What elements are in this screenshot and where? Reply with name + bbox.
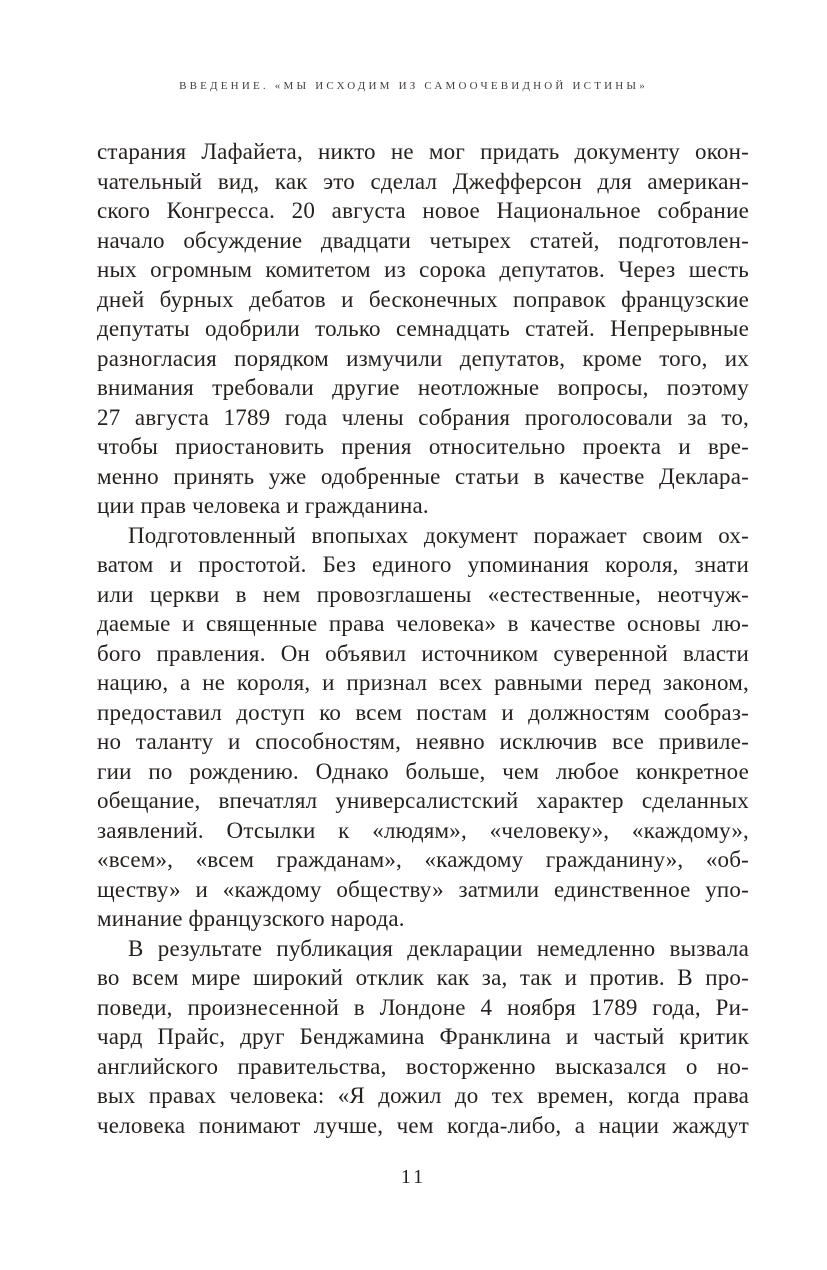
text-line: «всем», «всем гражданам», «каждому гражданину», «об- — [97, 847, 749, 872]
text-line: менно принять уже одобренные статьи в качестве Деклара- — [97, 463, 749, 489]
text-line: В результате публикация декларации немедленно вызвала — [128, 935, 749, 961]
text-line: внимания требовали другие неотложные вопросы, поэтому — [97, 375, 749, 400]
text-line: английского правительства, восторженно высказался о но- — [97, 1053, 749, 1079]
text-line: даемые и священные права человека» в качестве основы лю- — [97, 611, 749, 636]
text-line: нацию, а не короля, и признал всех равными перед законом, — [97, 670, 749, 695]
text-line: бого правления. Он объявил источником суверенной власти — [97, 640, 749, 666]
text-line: разногласия порядком измучили депутатов, кроме того, их — [97, 345, 749, 371]
text-line: но таланту и способностям, неявно исключив все привиле- — [97, 729, 749, 754]
text-line: ции прав человека и гражданина. — [97, 493, 429, 518]
text-line: чтобы приостановить прения относительно проекта и вре- — [97, 434, 749, 459]
text-line: предоставил доступ ко всем постам и должностям сообраз- — [97, 699, 749, 725]
text-line: обещание, впечатлял универсалистский характер сделанных — [97, 788, 749, 813]
text-line: чард Прайс, друг Бенджамина Франклина и частый критик — [97, 1024, 749, 1049]
text-line: ватом и простотой. Без единого упоминания короля, знати — [97, 552, 749, 577]
text-line: вых правах человека: «Я дожил до тех времен, когда права — [97, 1083, 749, 1108]
text-line: старания Лафайета, никто не мог придать документу окон- — [97, 139, 749, 164]
text-line: дней бурных дебатов и бесконечных поправок французские — [97, 286, 749, 312]
text-line: или церкви в нем провозглашены «естественные, неотчуж- — [97, 581, 749, 607]
paragraph — [97, 521, 749, 934]
body-text — [97, 137, 749, 1140]
text-line: ных огромным комитетом из сорока депутатов. Через шесть — [97, 257, 749, 282]
text-line: минание французского народа. — [97, 906, 405, 931]
text-line: чательный вид, как это сделал Джефферсон для американ- — [97, 168, 749, 194]
running-header: ВВЕДЕНИЕ. «МЫ ИСХОДИМ ИЗ САМООЧЕВИДНОЙ ИСТИНЫ» — [179, 80, 648, 92]
text-line: Подготовленный впопыхах документ поражает своим ох- — [128, 522, 749, 548]
text-line: ского Конгресса. 20 августа новое Национальное собрание — [97, 198, 749, 223]
text-line: депутаты одобрили только семнадцать статей. Непрерывные — [97, 316, 749, 341]
paragraph — [97, 137, 749, 521]
text-line: человека понимают лучше, чем когда-либо, а нации жаждут — [97, 1112, 749, 1138]
text-line: гии по рождению. Однако больше, чем любое конкретное — [97, 758, 749, 784]
text-line: поведи, произнесенной в Лондоне 4 ноября 1789 года, Ри- — [97, 994, 749, 1020]
paragraph — [97, 934, 749, 1141]
text-line: 27 августа 1789 года члены собрания проголосовали за то, — [97, 404, 749, 430]
text-line: во всем мире широкий отклик как за, так и против. В про- — [97, 965, 749, 990]
page-number: 11 — [400, 1166, 427, 1188]
text-line: заявлений. Отсылки к «людям», «человеку», «каждому», — [97, 817, 749, 843]
text-line: начало обсуждение двадцати четырех статей, подготовлен- — [97, 227, 749, 253]
text-line: ществу» и «каждому обществу» затмили единственное упо- — [97, 876, 749, 902]
